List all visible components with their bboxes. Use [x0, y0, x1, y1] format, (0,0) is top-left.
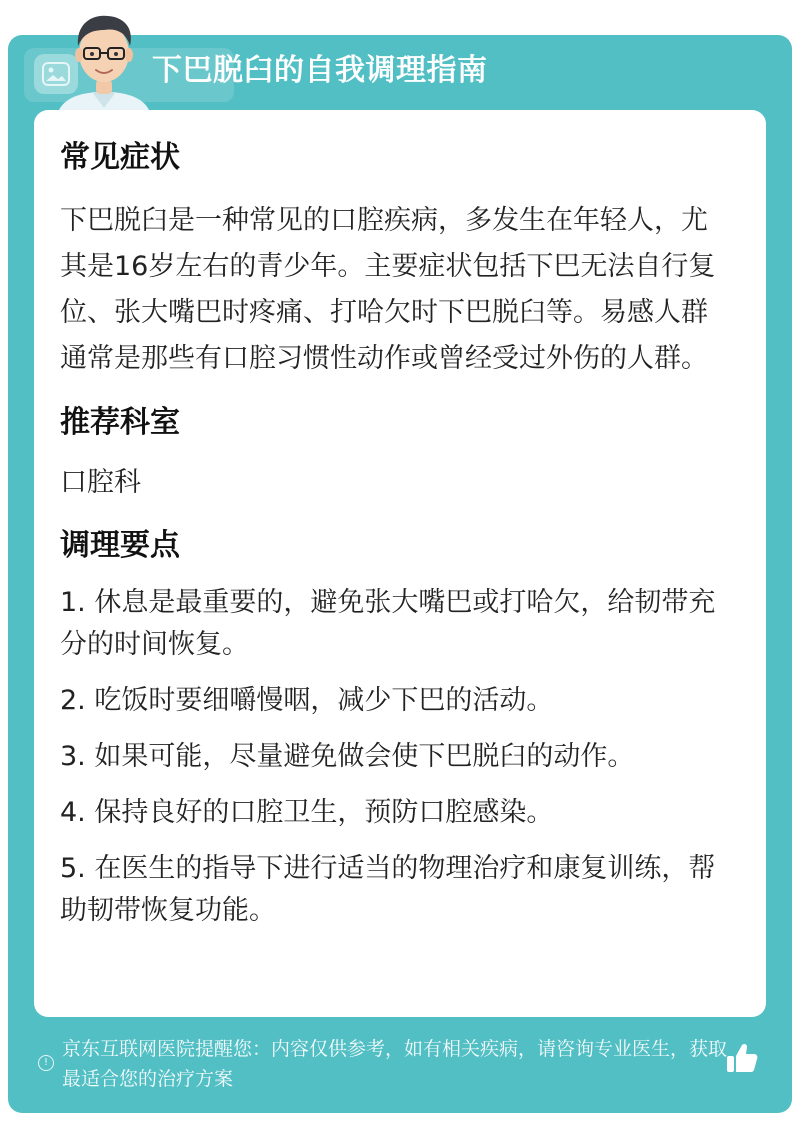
- info-icon: !: [38, 1055, 54, 1071]
- list-item: 1. 休息是最重要的，避免张大嘴巴或打哈欠，给韧带充分的时间恢复。: [60, 587, 716, 660]
- content-body: [60, 138, 732, 946]
- list-item: 2. 吃饭时要细嚼慢咽，减少下巴的活动。: [60, 685, 554, 716]
- list-item: 4. 保持良好的口腔卫生，预防口腔感染。: [60, 797, 554, 828]
- department-text: 口腔科: [60, 467, 141, 498]
- content-card: [34, 110, 766, 1017]
- department-heading: 推荐科室: [60, 405, 180, 440]
- page-title: 下巴脱臼的自我调理指南: [152, 53, 488, 88]
- care-list: [60, 582, 732, 932]
- care-heading: 调理要点: [60, 528, 180, 563]
- symptoms-text: 下巴脱臼是一种常见的口腔疾病，多发生在年轻人，尤其是16岁左右的青少年。主要症状包括下巴无法自行复位、张大嘴巴时疼痛、打哈欠时下巴脱臼等。易感人群通常是那些有口腔习惯性动作或曾经受过外伤的人群。: [60, 205, 716, 374]
- thumbs-up-icon[interactable]: [724, 1040, 760, 1076]
- list-item: 3. 如果可能，尽量避免做会使下巴脱臼的动作。: [60, 741, 635, 772]
- doctor-avatar-icon: [50, 8, 158, 118]
- footer-disclaimer: 京东互联网医院提醒您：内容仅供参考，如有相关疾病，请咨询专业医生，获取最适合您的治疗方案: [62, 1038, 728, 1090]
- list-item: 5. 在医生的指导下进行适当的物理治疗和康复训练，帮助韧带恢复功能。: [60, 853, 716, 926]
- symptoms-heading: 常见症状: [60, 140, 180, 175]
